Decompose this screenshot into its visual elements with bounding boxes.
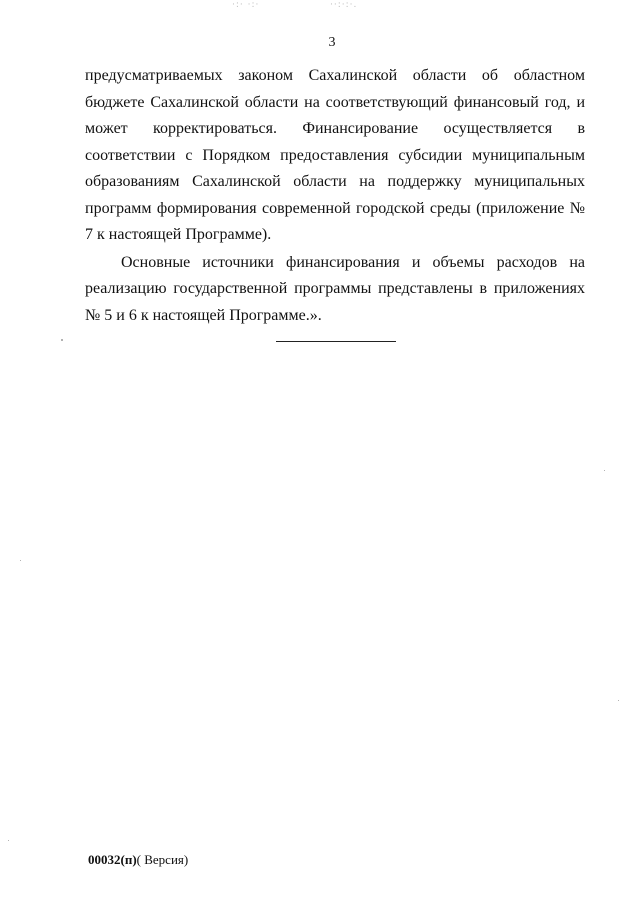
document-footer (88, 852, 188, 868)
scan-artifact: ··:·:·. (330, 0, 358, 10)
document-code: 00032(п) (88, 852, 137, 867)
scan-speck (604, 470, 605, 471)
paragraph-funding-procedure: предусматриваемых законом Сахалинской области об областном бюджете Сахалинской области на соответствующий финансовый год, и может корректироваться. Финансирование осуществляется в соответствии с Порядком предоставления субсидии муниципальным образованиям Сахалинской области на поддержку муниципальных программ формирования современной городской среды (приложение № 7 к настоящей Программе). (85, 67, 585, 243)
document-version: ( Версия) (136, 852, 189, 867)
scan-speck (20, 560, 21, 561)
closing-separator-line (276, 341, 396, 342)
paragraph-funding-sources: Основные источники финансирования и объемы расходов на реализацию государственной программы представлены в приложениях № 5 и 6 к настоящей Программе.». (85, 253, 585, 324)
scan-speck (618, 700, 619, 701)
page-number: 3 (328, 35, 336, 50)
scan-speck (61, 339, 63, 341)
scan-artifact: ·:· ·:· (232, 0, 260, 10)
scan-speck (8, 840, 9, 841)
body-text (85, 63, 585, 329)
